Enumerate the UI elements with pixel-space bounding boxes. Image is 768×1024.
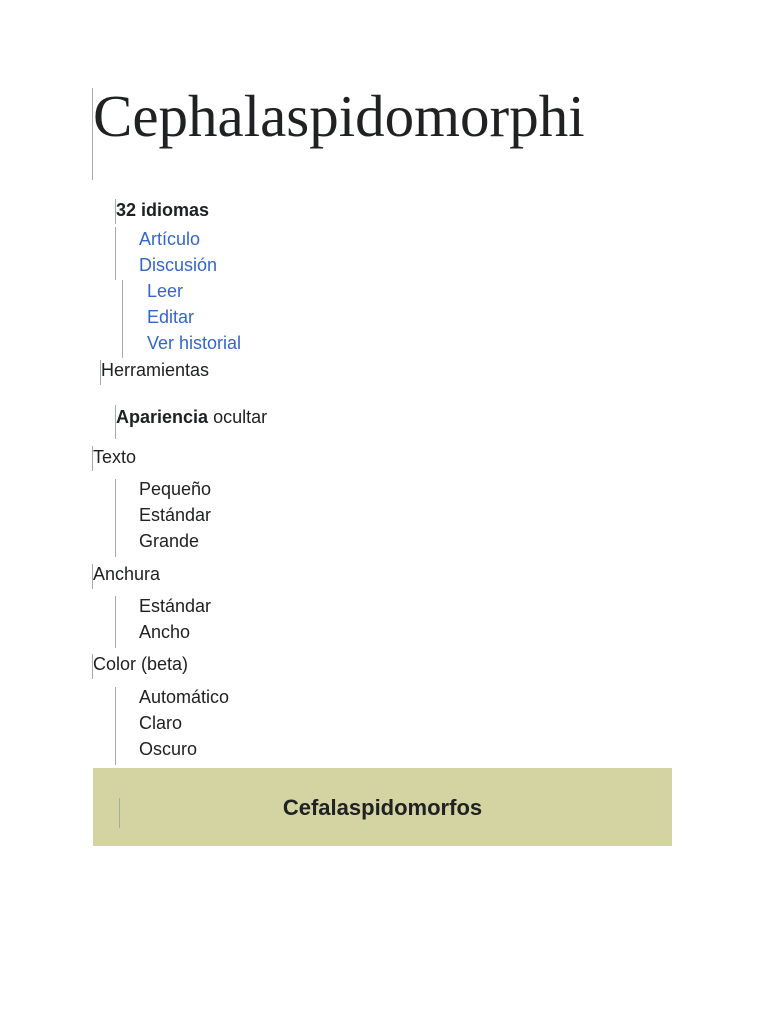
text-size-large-option[interactable]: Grande xyxy=(139,531,200,551)
width-options-line xyxy=(115,596,116,648)
tab-read[interactable]: Leer xyxy=(147,281,184,301)
text-size-label: Texto xyxy=(93,447,137,467)
infobox-title: Cefalaspidomorfos xyxy=(282,795,483,820)
color-options-line xyxy=(115,687,116,765)
tab-article[interactable]: Artículo xyxy=(139,229,201,249)
appearance-label: Apariencia xyxy=(116,407,209,427)
width-wide-option[interactable]: Ancho xyxy=(139,622,191,642)
text-size-options-line xyxy=(115,479,116,557)
namespace-tabs-line xyxy=(115,227,116,280)
color-automatic-option[interactable]: Automático xyxy=(139,687,230,707)
appearance-header xyxy=(116,404,267,430)
language-selector-button[interactable]: 32 idiomas xyxy=(116,200,210,220)
infobox-header xyxy=(93,768,672,846)
width-standard-option[interactable]: Estándar xyxy=(139,596,212,616)
tab-view-history[interactable]: Ver historial xyxy=(147,333,242,353)
color-label: Color (beta) xyxy=(93,654,189,674)
appearance-hide-button[interactable]: ocultar xyxy=(213,407,268,427)
tab-edit[interactable]: Editar xyxy=(147,307,195,327)
view-tabs-line xyxy=(122,280,123,358)
tab-discussion[interactable]: Discusión xyxy=(139,255,218,275)
tools-menu-button[interactable]: Herramientas xyxy=(101,360,210,380)
width-label: Anchura xyxy=(93,564,161,584)
page-title: Cephalaspidomorphi xyxy=(93,83,585,149)
color-light-option[interactable]: Claro xyxy=(139,713,183,733)
text-size-standard-option[interactable]: Estándar xyxy=(139,505,212,525)
text-size-small-option[interactable]: Pequeño xyxy=(139,479,212,499)
color-dark-option[interactable]: Oscuro xyxy=(139,739,198,759)
